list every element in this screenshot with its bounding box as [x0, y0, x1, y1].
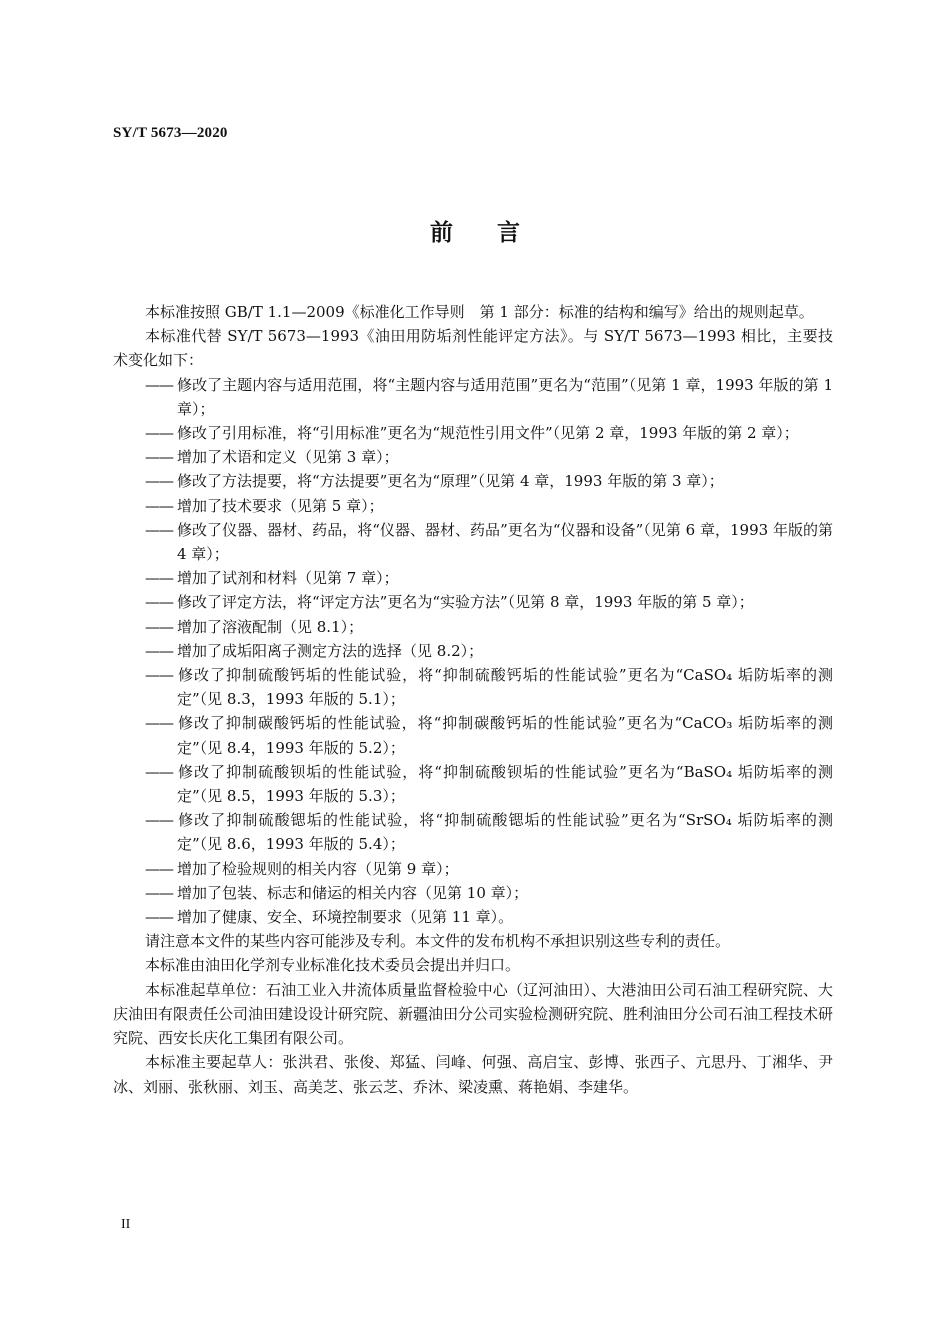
list-item: —— 修改了仪器、器材、药品，将“仪器、器材、药品”更名为“仪器和设备”（见第 6 章，1993 年版的第 4 章）； [145, 520, 833, 564]
list-item: —— 修改了抑制碳酸钙垢的性能试验，将“抑制碳酸钙垢的性能试验”更名为“CaCO₃ 垢防垢率的测定”（见 8.4，1993 年版的 5.2）； [145, 714, 833, 757]
page-number: II [121, 1217, 131, 1232]
list-item: —— 增加了健康、安全、环境控制要求（见第 11 章）。 [145, 908, 514, 927]
list-item: —— 增加了包装、标志和储运的相关内容（见第 10 章）； [145, 883, 529, 902]
list-item: —— 增加了成垢阳离子测定方法的选择（见 8.2）； [145, 641, 484, 660]
list-item: —— 修改了方法提要，将“方法提要”更名为“原理”（见第 4 章，1993 年版的第 3 章）； [145, 472, 724, 491]
list-item: —— 修改了抑制硫酸锶垢的性能试验，将“抑制硫酸锶垢的性能试验”更名为“SrSO₄ 垢防垢率的测定”（见 8.6，1993 年版的 5.4）； [145, 811, 833, 854]
list-item: —— 增加了术语和定义（见第 3 章）； [145, 448, 399, 467]
list-item: —— 增加了溶液配制（见 8.1）； [145, 617, 364, 636]
list-item: —— 修改了引用标准，将“引用标准”更名为“规范性引用文件”（见第 2 章，1993 年版的第 2 章）； [145, 424, 799, 443]
replacement-paragraph: 本标准代替 SY/T 5673—1993《油田用防垢剂性能评定方法》。与 SY/T 5673—1993 相比，主要技术变化如下： [113, 327, 833, 370]
list-item: —— 修改了抑制硫酸钙垢的性能试验，将“抑制硫酸钙垢的性能试验”更名为“CaSO₄ 垢防垢率的测定”（见 8.3，1993 年版的 5.1）； [145, 666, 833, 709]
intro-paragraph: 本标准按照 GB/T 1.1—2009《标准化工作导则 第 1 部分：标准的结构和编写》给出的规则起草。 [145, 303, 814, 321]
list-item: —— 修改了主题内容与适用范围，将“主题内容与适用范围”更名为“范围”（见第 1 章，1993 年版的第 1 章）； [145, 375, 833, 418]
list-item: —— 增加了技术要求（见第 5 章）； [145, 496, 384, 515]
committee-paragraph: 本标准由油田化学剂专业标准化技术委员会提出并归口。 [145, 956, 521, 975]
drafters-paragraph: 本标准主要起草人：张洪君、张俊、郑猛、闫峰、何强、高启宝、彭博、张西子、亢思丹、丁湘华、尹冰、刘丽、张秋丽、刘玉、高美芝、张云芝、乔沐、梁凌熏、蒋艳娟、李建华。 [113, 1053, 833, 1096]
standard-code-header: SY/T 5673—2020 [113, 125, 228, 141]
list-item: —— 修改了评定方法，将“评定方法”更名为“实验方法”（见第 8 章，1993 年版的第 5 章）； [145, 593, 754, 612]
foreword-body [113, 300, 833, 1099]
list-item: —— 修改了抑制硫酸钡垢的性能试验，将“抑制硫酸钡垢的性能试验”更名为“BaSO₄ 垢防垢率的测定”（见 8.5，1993 年版的 5.3）； [145, 762, 833, 806]
technical-changes-list [113, 373, 833, 930]
patent-notice-paragraph: 请注意本文件的某些内容可能涉及专利。本文件的发布机构不承担识别这些专利的责任。 [145, 932, 731, 951]
page-title: 前言 [430, 220, 564, 246]
list-item: —— 增加了试剂和材料（见第 7 章）； [145, 569, 399, 588]
list-item: —— 增加了检验规则的相关内容（见第 9 章）； [145, 859, 459, 878]
drafting-units-paragraph: 本标准起草单位：石油工业入井流体质量监督检验中心（辽河油田）、大港油田公司石油工程研究院、大庆油田有限责任公司油田建设设计研究院、新疆油田分公司实验检测研究院、胜利油田分公司石油工程技术研究院、西安长庆化工集团有限公司。 [113, 980, 834, 1048]
